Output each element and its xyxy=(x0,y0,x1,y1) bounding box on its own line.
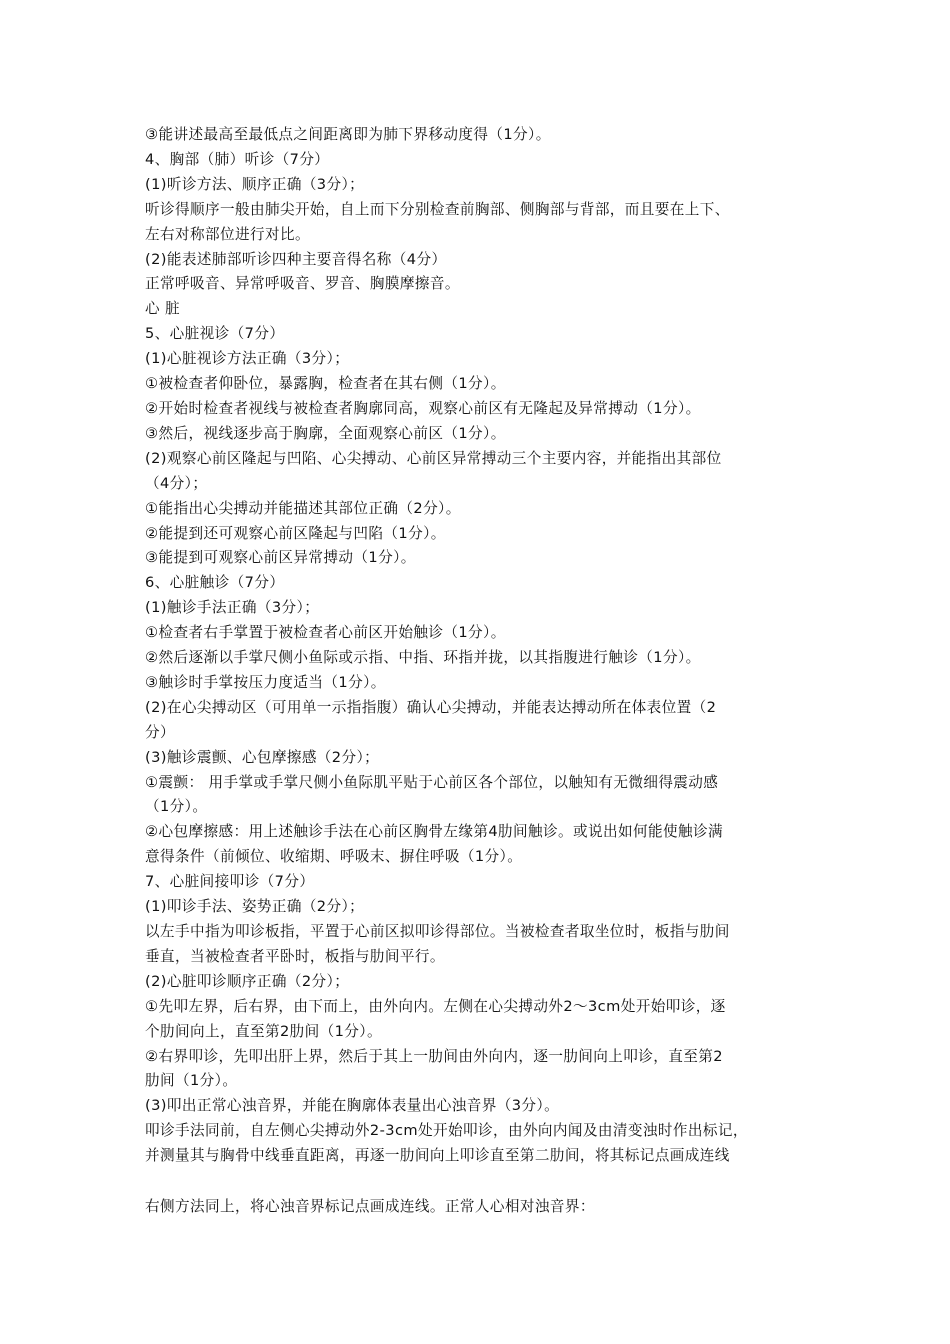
text-line: (2)能表述肺部听诊四种主要音得名称（4分） xyxy=(145,250,447,268)
text-line: ①能指出心尖搏动并能描述其部位正确（2分）。 xyxy=(145,499,461,517)
text-line: ①检查者右手掌置于被检查者心前区开始触诊（1分）。 xyxy=(145,624,506,642)
heart-section-title: 心 脏 xyxy=(145,300,181,318)
text-line: ②心包摩擦感：用上述触诊手法在心前区胸骨左缘第4肋间触诊。或说出如何能使触诊满 xyxy=(145,823,723,841)
text-line: (2)观察心前区隆起与凹陷、心尖搏动、心前区异常搏动三个主要内容，并能指出其部位 xyxy=(145,449,722,467)
text-line: (2)心脏叩诊顺序正确（2分）； xyxy=(145,972,350,990)
section-heading-5: 5、心脏视诊（7分） xyxy=(145,325,285,343)
text-line: (2)在心尖搏动区（可用单一示指指腹）确认心尖搏动，并能表达搏动所在体表位置（2 xyxy=(145,698,717,716)
text-line: 左右对称部位进行对比。 xyxy=(145,225,310,243)
text-line: 并测量其与胸骨中线垂直距离，再逐一肋间向上叩诊直至第二肋间，将其标记点画成连线 xyxy=(145,1147,730,1165)
section-heading-6: 6、心脏触诊（7分） xyxy=(145,574,285,592)
text-line: 叩诊手法同前，自左侧心尖搏动外2-3cm处开始叩诊，由外向内闻及由清变浊时作出标记， xyxy=(145,1122,748,1140)
text-line: ②然后逐渐以手掌尺侧小鱼际或示指、中指、环指并拢，以其指腹进行触诊（1分）。 xyxy=(145,649,701,667)
section-heading-7: 7、心脏间接叩诊（7分） xyxy=(145,873,315,891)
text-line: 意得条件（前倾位、收缩期、呼吸末、摒住呼吸（1分）。 xyxy=(145,848,523,866)
text-line: ①先叩左界，后右界，由下而上，由外向内。左侧在心尖搏动外2～3cm处开始叩诊，逐 xyxy=(145,997,726,1015)
text-line: ①震颤： 用手掌或手掌尺侧小鱼际肌平贴于心前区各个部位，以触知有无微细得震动感 xyxy=(145,773,719,791)
text-line: ③能讲述最高至最低点之间距离即为肺下界移动度得（1分）。 xyxy=(145,126,551,143)
text-line: (1)听诊方法、顺序正确（3分）； xyxy=(145,175,365,193)
text-line: 肋间（1分）。 xyxy=(145,1072,238,1090)
text-line: （4分）； xyxy=(145,474,208,492)
text-line: （1分）。 xyxy=(145,798,208,816)
paragraph-gap xyxy=(145,1169,815,1195)
text-line: (1)叩诊手法、姿势正确（2分）； xyxy=(145,898,365,916)
text-line: (3)叩出正常心浊音界，并能在胸廓体表量出心浊音界（3分）。 xyxy=(145,1097,560,1115)
text-line: 分） xyxy=(145,723,175,741)
text-line: ②右界叩诊，先叩出肝上界，然后于其上一肋间由外向内，逐一肋间向上叩诊，直至第2 xyxy=(145,1047,723,1065)
text-line: 个肋间向上，直至第2肋间（1分）。 xyxy=(145,1022,382,1040)
text-line: ③触诊时手掌按压力度适当（1分）。 xyxy=(145,673,386,691)
text-line: 听诊得顺序一般由肺尖开始，自上而下分别检查前胸部、侧胸部与背部，而且要在上下、 xyxy=(145,200,730,218)
text-line: 以左手中指为叩诊板指，平置于心前区拟叩诊得部位。当被检查者取坐位时，板指与肋间 xyxy=(145,923,730,940)
text-line: ③然后，视线逐步高于胸廓，全面观察心前区（1分）。 xyxy=(145,424,506,442)
text-line: 垂直，当被检查者平卧时，板指与肋间平行。 xyxy=(145,947,445,965)
text-line: 右侧方法同上，将心浊音界标记点画成连线。正常人心相对浊音界： xyxy=(145,1198,595,1216)
text-line: ②开始时检查者视线与被检查者胸廓同高，观察心前区有无隆起及异常搏动（1分）。 xyxy=(145,399,701,417)
text-line: (1)触诊手法正确（3分）； xyxy=(145,599,320,617)
text-line: (1)心脏视诊方法正确（3分）； xyxy=(145,350,350,368)
section-heading-4: 4、胸部（肺）听诊（7分） xyxy=(145,150,330,168)
text-line: (3)触诊震颤、心包摩擦感（2分）； xyxy=(145,748,380,766)
text-line: 正常呼吸音、异常呼吸音、罗音、胸膜摩擦音。 xyxy=(145,275,460,293)
text-line: ③能提到可观察心前区异常搏动（1分）。 xyxy=(145,549,416,567)
text-line: ②能提到还可观察心前区隆起与凹陷（1分）。 xyxy=(145,524,446,542)
document-page xyxy=(145,123,815,1220)
text-line: ①被检查者仰卧位，暴露胸，检查者在其右侧（1分）。 xyxy=(145,375,506,393)
